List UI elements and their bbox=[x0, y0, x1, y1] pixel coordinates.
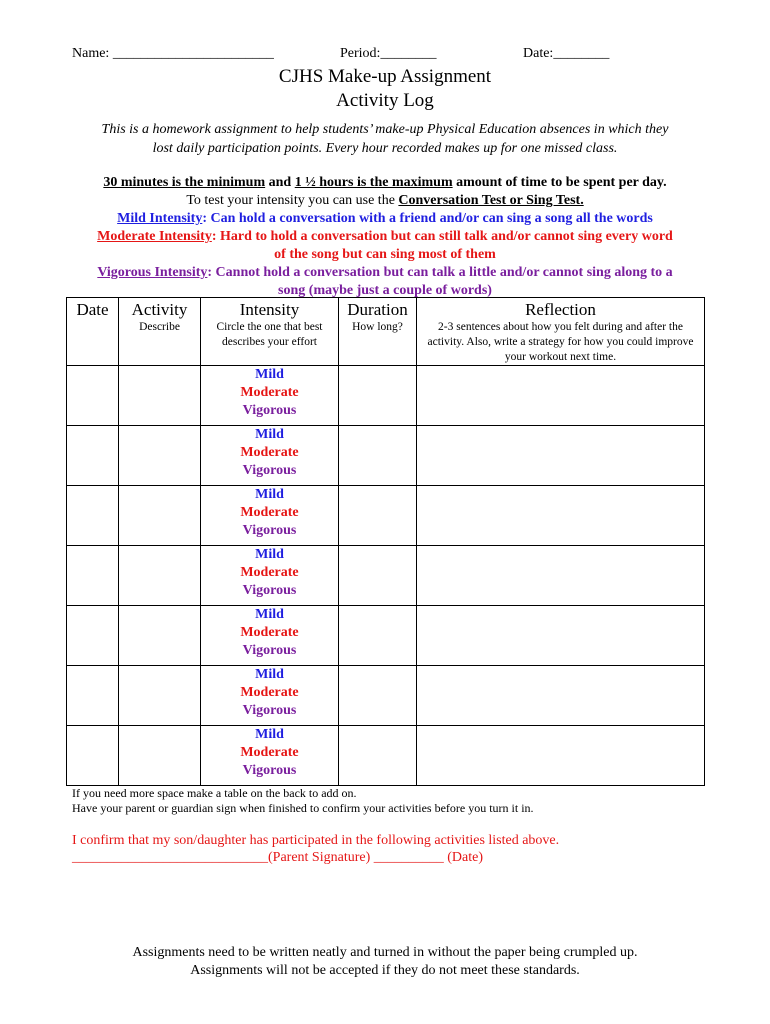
table-row bbox=[67, 366, 705, 426]
reflection-cell[interactable] bbox=[417, 486, 705, 546]
date-field[interactable]: Date:________ bbox=[523, 46, 610, 61]
duration-cell[interactable] bbox=[339, 666, 417, 726]
intensity-option-moderate[interactable]: Moderate bbox=[240, 745, 299, 760]
intensity-option-moderate[interactable]: Moderate bbox=[240, 685, 299, 700]
confirm-statement: I confirm that my son/daughter has participated in the following activities listed above. bbox=[72, 833, 560, 848]
intensity-option-vigorous[interactable]: Vigorous bbox=[242, 703, 297, 718]
activity-cell[interactable] bbox=[119, 426, 201, 486]
duration-cell[interactable] bbox=[339, 426, 417, 486]
date-cell[interactable] bbox=[67, 606, 119, 666]
header-date bbox=[67, 298, 119, 366]
intensity-option-moderate[interactable]: Moderate bbox=[240, 445, 299, 460]
header-intensity-sub: Circle the one that best describes your effort bbox=[216, 321, 323, 348]
intensity-cell bbox=[201, 726, 339, 786]
page-title: CJHS Make-up Assignment bbox=[278, 66, 492, 87]
header-duration bbox=[339, 298, 417, 366]
intensity-option-moderate[interactable]: Moderate bbox=[240, 625, 299, 640]
moderate-label: Moderate Intensity bbox=[97, 229, 212, 244]
moderate-definition bbox=[40, 228, 730, 246]
intensity-cell bbox=[201, 546, 339, 606]
intensity-option-vigorous[interactable]: Vigorous bbox=[242, 463, 297, 478]
mild-label: Mild Intensity bbox=[117, 211, 203, 226]
header-intensity-label: Intensity bbox=[239, 300, 300, 319]
note-line: If you need more space make a table on the back to add on. bbox=[72, 786, 357, 800]
activity-cell[interactable] bbox=[119, 546, 201, 606]
intensity-option-moderate[interactable]: Moderate bbox=[240, 565, 299, 580]
intro-text bbox=[60, 120, 710, 158]
reflection-cell[interactable] bbox=[417, 546, 705, 606]
date-cell[interactable] bbox=[67, 366, 119, 426]
header-reflection-sub: 2-3 sentences about how you felt during and after the activity. Also, write a strategy for how you could improve your workout next time. bbox=[427, 321, 694, 363]
duration-cell[interactable] bbox=[339, 606, 417, 666]
activity-cell[interactable] bbox=[119, 606, 201, 666]
footer-notice bbox=[0, 944, 770, 980]
parent-signature-line[interactable]: ____________________________(Parent Signature) __________ (Date) bbox=[72, 850, 483, 865]
page-subtitle: Activity Log bbox=[336, 90, 434, 111]
moderate-definition-cont: of the song but can sing most of them bbox=[274, 247, 496, 262]
intensity-option-vigorous[interactable]: Vigorous bbox=[242, 643, 297, 658]
intensity-cell bbox=[201, 426, 339, 486]
header-activity-sub: Describe bbox=[139, 321, 180, 333]
intensity-option-mild[interactable]: Mild bbox=[255, 607, 284, 622]
footer-line: Assignments need to be written neatly and turned in without the paper being crumpled up. bbox=[132, 945, 638, 960]
reflection-cell[interactable] bbox=[417, 666, 705, 726]
intensity-option-mild[interactable]: Mild bbox=[255, 487, 284, 502]
date-cell[interactable] bbox=[67, 426, 119, 486]
reflection-cell[interactable] bbox=[417, 606, 705, 666]
activity-cell[interactable] bbox=[119, 366, 201, 426]
mild-text: : Can hold a conversation with a friend and/or can sing a song all the words bbox=[202, 211, 653, 226]
rules-block bbox=[40, 174, 730, 300]
reflection-cell[interactable] bbox=[417, 426, 705, 486]
name-field[interactable]: Name: _______________________ bbox=[72, 46, 274, 61]
activity-log-table bbox=[66, 297, 705, 786]
table-row bbox=[67, 726, 705, 786]
vigorous-text: : Cannot hold a conversation but can talk a little and/or cannot sing along to a bbox=[207, 265, 673, 280]
vigorous-definition bbox=[40, 264, 730, 282]
header-activity bbox=[119, 298, 201, 366]
intro-line: This is a homework assignment to help students’ make-up Physical Education absences in which they bbox=[101, 122, 669, 137]
test-prefix: To test your intensity you can use the bbox=[186, 193, 399, 208]
intensity-option-moderate[interactable]: Moderate bbox=[240, 505, 299, 520]
activity-cell[interactable] bbox=[119, 486, 201, 546]
period-field[interactable]: Period:________ bbox=[340, 46, 437, 61]
table-row bbox=[67, 426, 705, 486]
intensity-option-mild[interactable]: Mild bbox=[255, 427, 284, 442]
maximum-rule: 1 ½ hours is the maximum bbox=[294, 175, 453, 190]
table-row bbox=[67, 606, 705, 666]
date-cell[interactable] bbox=[67, 546, 119, 606]
intensity-option-vigorous[interactable]: Vigorous bbox=[242, 523, 297, 538]
duration-cell[interactable] bbox=[339, 486, 417, 546]
footer-line: Assignments will not be accepted if they do not meet these standards. bbox=[190, 963, 580, 978]
duration-cell[interactable] bbox=[339, 546, 417, 606]
header-reflection bbox=[417, 298, 705, 366]
date-cell[interactable] bbox=[67, 486, 119, 546]
intensity-cell bbox=[201, 606, 339, 666]
header-duration-sub: How long? bbox=[352, 321, 403, 333]
intensity-option-mild[interactable]: Mild bbox=[255, 367, 284, 382]
header-date-label: Date bbox=[76, 300, 109, 319]
header-reflection-label: Reflection bbox=[525, 300, 596, 319]
intensity-option-mild[interactable]: Mild bbox=[255, 727, 284, 742]
header-duration-label: Duration bbox=[347, 300, 408, 319]
intensity-option-moderate[interactable]: Moderate bbox=[240, 385, 299, 400]
mild-definition bbox=[40, 210, 730, 228]
date-cell[interactable] bbox=[67, 666, 119, 726]
intro-line: lost daily participation points. Every hour recorded makes up for one missed class. bbox=[152, 141, 618, 156]
test-rule bbox=[40, 192, 730, 210]
activity-cell[interactable] bbox=[119, 726, 201, 786]
reflection-cell[interactable] bbox=[417, 726, 705, 786]
test-name: Conversation Test or Sing Test. bbox=[398, 193, 584, 208]
reflection-cell[interactable] bbox=[417, 366, 705, 426]
intensity-option-mild[interactable]: Mild bbox=[255, 667, 284, 682]
table-row bbox=[67, 666, 705, 726]
table-header-row bbox=[67, 298, 705, 366]
duration-cell[interactable] bbox=[339, 366, 417, 426]
duration-cell[interactable] bbox=[339, 726, 417, 786]
intensity-option-vigorous[interactable]: Vigorous bbox=[242, 403, 297, 418]
vigorous-definition-cont: song (maybe just a couple of words) bbox=[278, 283, 492, 298]
table-row bbox=[67, 546, 705, 606]
activity-cell[interactable] bbox=[119, 666, 201, 726]
table-row bbox=[67, 486, 705, 546]
intensity-cell bbox=[201, 666, 339, 726]
parent-confirmation bbox=[72, 832, 559, 866]
date-cell[interactable] bbox=[67, 726, 119, 786]
intensity-cell bbox=[201, 366, 339, 426]
moderate-text: : Hard to hold a conversation but can still talk and/or cannot sing every word bbox=[211, 229, 673, 244]
intensity-cell bbox=[201, 486, 339, 546]
notes bbox=[72, 786, 534, 816]
intensity-option-mild[interactable]: Mild bbox=[255, 547, 284, 562]
intensity-option-vigorous[interactable]: Vigorous bbox=[242, 763, 297, 778]
header-intensity bbox=[201, 298, 339, 366]
header-activity-label: Activity bbox=[131, 300, 188, 319]
note-line: Have your parent or guardian sign when finished to confirm your activities before you turn it in. bbox=[72, 801, 534, 815]
time-rule bbox=[40, 174, 730, 192]
rule-and: and bbox=[265, 175, 295, 190]
rule-rest: amount of time to be spent per day. bbox=[452, 175, 667, 190]
intensity-option-vigorous[interactable]: Vigorous bbox=[242, 583, 297, 598]
minimum-rule: 30 minutes is the minimum bbox=[103, 175, 266, 190]
vigorous-label: Vigorous Intensity bbox=[97, 265, 208, 280]
